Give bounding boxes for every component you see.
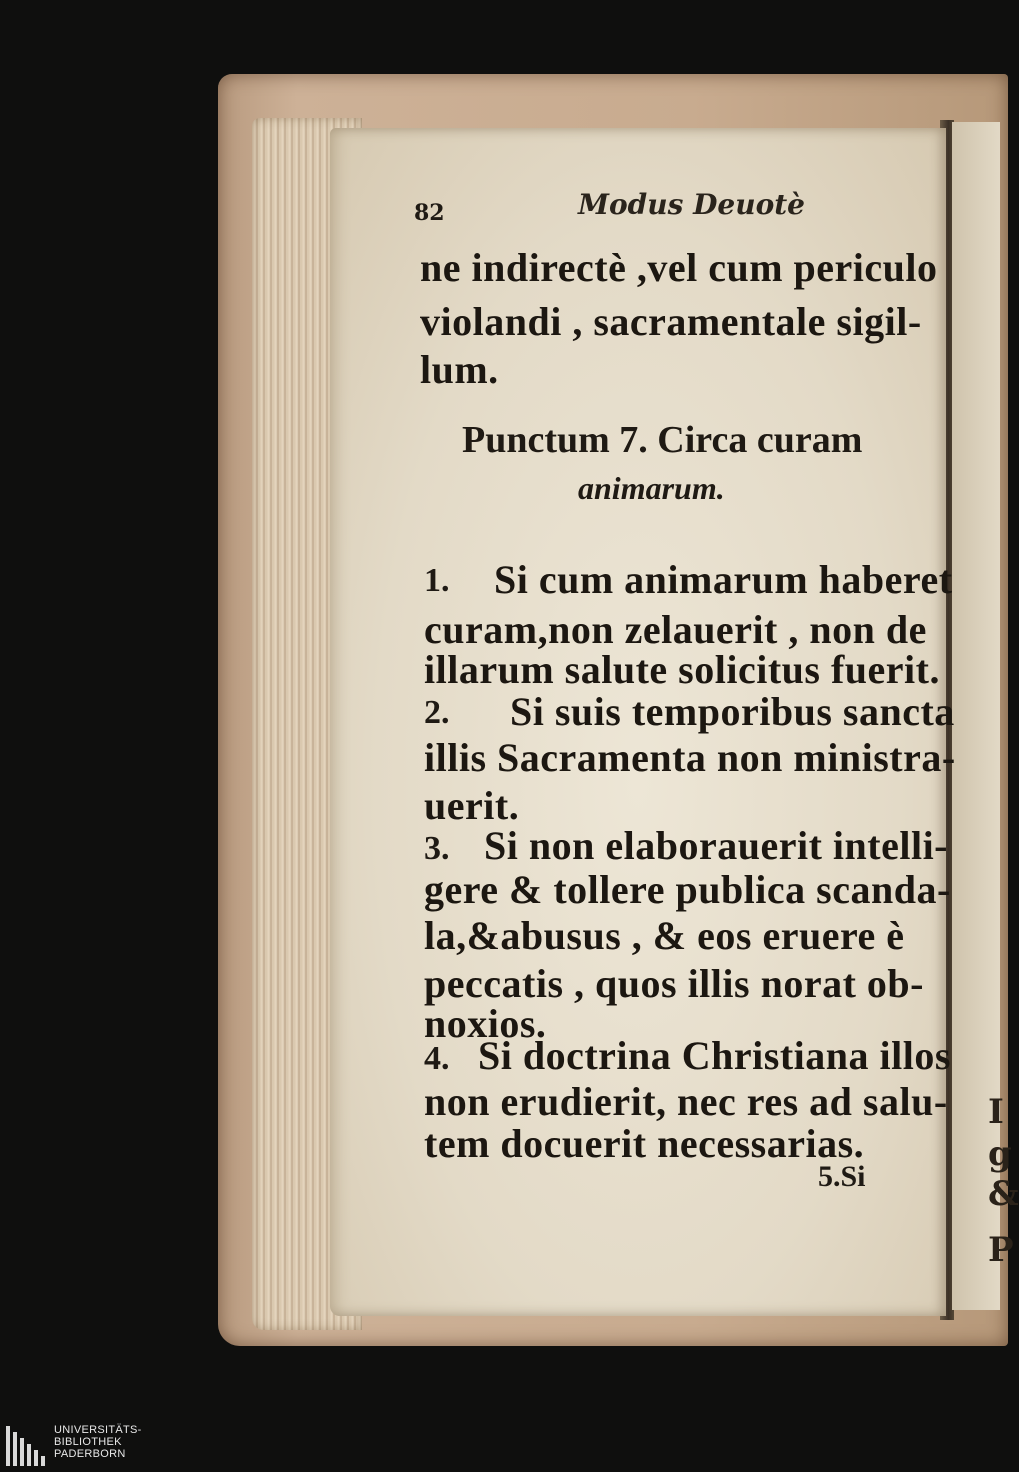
facing-glyph: g (988, 1134, 1012, 1174)
text-line: ne indirectè ,vel cum periculo (420, 245, 938, 290)
running-head: Modus Deuotè (578, 188, 805, 221)
text-line: noxios. (424, 1001, 547, 1046)
facing-glyph: & (988, 1174, 1019, 1214)
text-line: uerit. (424, 783, 520, 828)
text-line: gere & tollere publica scanda- (424, 867, 951, 912)
text-line: non erudierit, nec res ad salu- (424, 1079, 948, 1124)
section-heading-continued: animarum. (578, 470, 725, 506)
library-logo-text (54, 1424, 142, 1460)
text-line: Si non elaborauerit intelli- (484, 823, 948, 868)
item-number: 3. (424, 830, 450, 867)
logo-line: BIBLIOTHEK (54, 1436, 122, 1448)
text-line: curam,non zelauerit , non de (424, 607, 927, 652)
footer-band (0, 1420, 1000, 1472)
text-line: lum. (420, 347, 499, 392)
text-line: Si suis temporibus sancta (510, 689, 955, 734)
item-number: 2. (424, 694, 450, 731)
text-line: tem docuerit necessarias. (424, 1121, 865, 1166)
item-number: 4. (424, 1040, 450, 1077)
text-line: violandi , sacramentale sigil- (420, 299, 922, 344)
section-heading: Punctum 7. Circa curam (462, 419, 863, 461)
text-line: Si doctrina Christiana illos (478, 1033, 951, 1078)
library-logo-icon (6, 1426, 46, 1466)
text-line: la,&abusus , & eos eruere è (424, 913, 905, 958)
text-line: illarum salute solicitus fuerit. (424, 647, 940, 692)
facing-glyph: P (988, 1230, 1014, 1270)
item-number: 1. (424, 562, 450, 599)
logo-line: UNIVERSITÄTS- (54, 1424, 142, 1436)
facing-page (952, 122, 1019, 1310)
text-line: illis Sacramenta non ministra- (424, 735, 956, 780)
catchword: 5.Si (818, 1160, 866, 1193)
logo-line: PADERBORN (54, 1448, 126, 1460)
page-number: 82 (414, 200, 445, 226)
text-line: peccatis , quos illis norat ob- (424, 961, 924, 1006)
text-line: Si cum animarum haberet (494, 557, 953, 602)
facing-glyph: I (988, 1092, 1004, 1132)
